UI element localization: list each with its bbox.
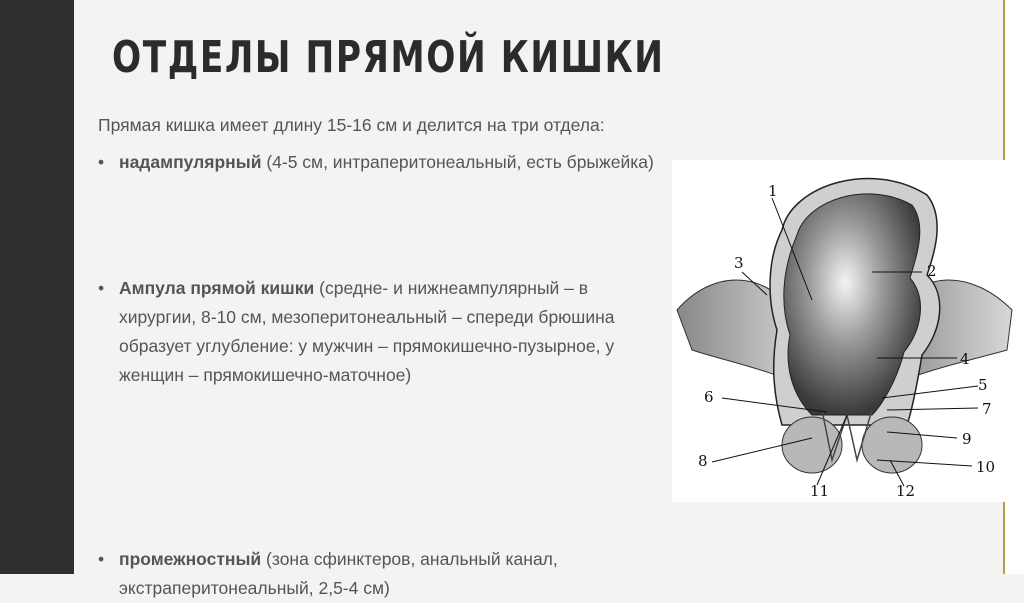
list-item-perineal [98,545,668,603]
label-7: 7 [982,400,992,418]
label-2: 2 [927,262,937,280]
bullet-icon: • [98,152,105,172]
point-term: надампулярный [119,152,262,172]
label-1: 1 [768,182,778,200]
label-6: 6 [704,388,714,406]
intro-text: Прямая кишка имеет длину 15-16 см и делится на три отдела: [98,115,605,135]
sections-list [98,148,668,598]
label-5: 5 [978,376,988,394]
point-term: Ампула прямой кишки [119,278,315,298]
label-3: 3 [734,254,744,272]
bullet-icon: • [98,549,105,569]
label-12: 12 [896,482,916,500]
label-8: 8 [698,452,708,470]
point-description: (зона сфинктеров, анальный канал, экстраперитонеальный, 2,5-4 см) [119,549,558,598]
point-description: (4-5 см, интраперитонеальный, есть брыжейка) [261,152,654,172]
point-term: промежностный [119,549,262,569]
label-9: 9 [962,430,972,448]
rectum-illustration [672,160,1016,502]
point-description: (средне- и нижнеампулярный – в хирургии, 8-10 см, мезоперитонеальный – спереди брюшина образует углубление: у мужчин – прямокишечно-пузырное, у женщин – прямокишечно-маточное) [119,278,615,385]
slide-title: ОТДЕЛЫ ПРЯМОЙ КИШКИ [112,32,665,83]
label-4: 4 [960,350,970,368]
label-10: 10 [976,458,996,476]
list-item-supraampullary [98,148,668,177]
bullet-icon: • [98,278,105,298]
label-11: 11 [810,482,830,500]
left-sphincter [782,417,842,473]
rectum-anatomy-figure [672,160,1016,502]
list-item-ampulla [98,274,668,390]
